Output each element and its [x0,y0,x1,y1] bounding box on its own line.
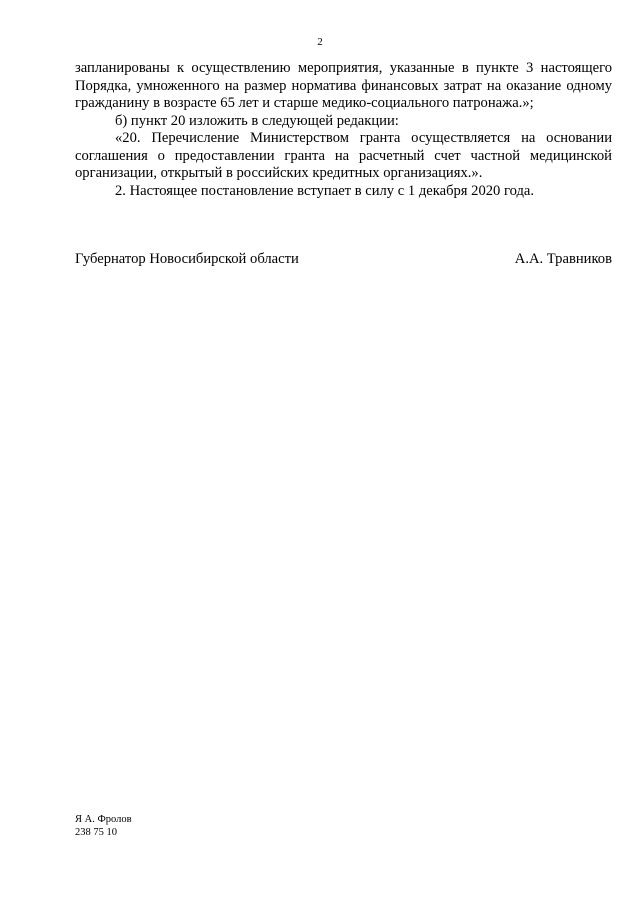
executor-phone: 238 75 10 [75,827,117,838]
paragraph-continuation: запланированы к осуществлению мероприятия, указанные в пункте 3 настоящего Порядка, умноженного на размер норматива финансовых затрат на оказание одному гражданину в возрасте 65 лет и старше медико-социального патронажа.»; [75,60,612,111]
paragraph-item-20: «20. Перечисление Министерством гранта осуществляется на основании соглашения о предоставлении гранта на расчетный счет частной медицинской организации, открытый в российских кредитных организациях.». [75,130,612,181]
signature-block [75,251,612,269]
signatory-name: А.А. Травников [514,251,612,267]
executor-name: Я А. Фролов [75,814,132,825]
page-number: 2 [317,36,323,48]
paragraph-subitem-b: б) пункт 20 изложить в следующей редакции: [115,112,399,129]
document-body [75,60,612,200]
paragraph-effective-date: 2. Настоящее постановление вступает в силу с 1 декабря 2020 года. [115,182,535,199]
document-footer [75,813,132,839]
signatory-position: Губернатор Новосибирской области [75,251,299,267]
